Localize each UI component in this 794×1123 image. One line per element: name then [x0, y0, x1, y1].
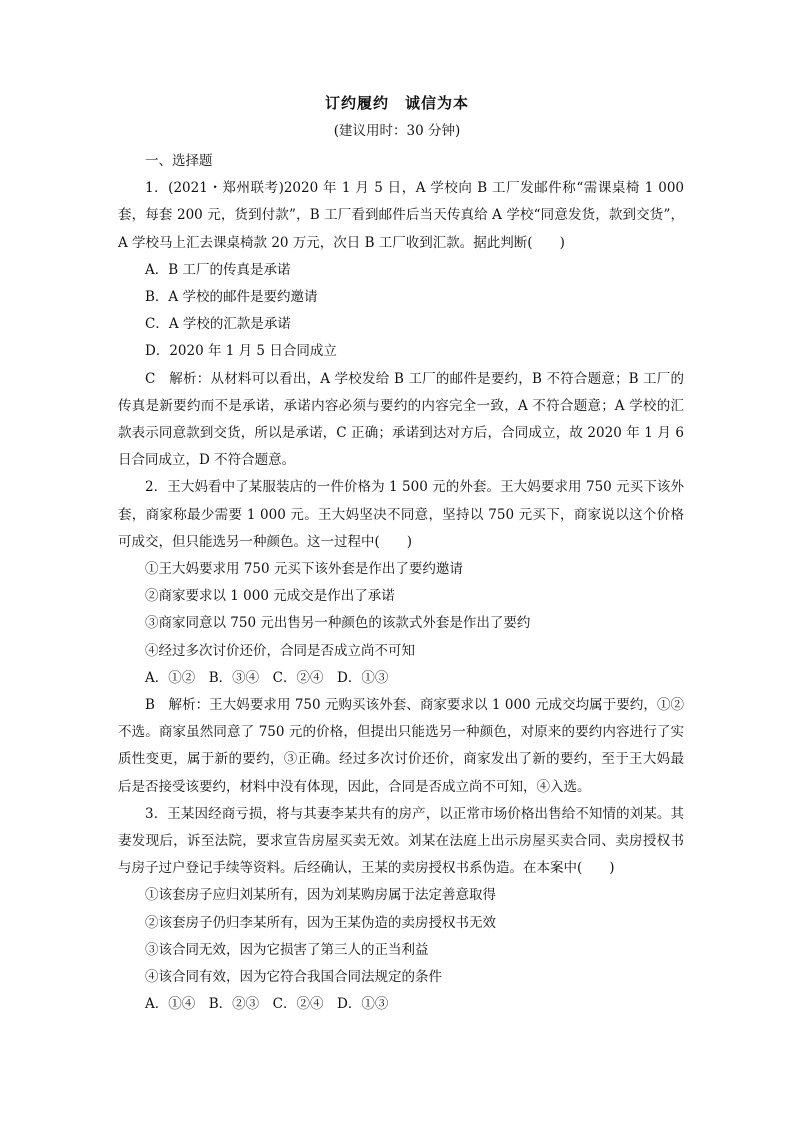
question-2-choices: A．①② B．③④ C．②④ D．①③: [145, 669, 389, 686]
page-subtitle: (建议用时：30 分钟): [333, 123, 461, 139]
question-1-stem: 1．(2021・郑州联考)2020 年 1 月 5 日，A 学校向 B 工厂发邮件称“需课桌椅 1 000 套，每套 200 元，货到付款”，B 工厂看到邮件后当天传真给 A 学校“同意发货，款到交货”，A 学校马上汇去课桌椅款 20 万元，次日 B 工厂收到汇款。据此判断( ): [118, 180, 684, 251]
question-2-item-2: ②商家要求以 1 000 元成交是作出了承诺: [145, 588, 395, 605]
question-2-item-1: ①王大妈要求用 750 元买下该外套是作出了要约邀请: [145, 561, 463, 578]
question-3-item-2: ②该套房子仍归李某所有，因为王某伪造的卖房授权书无效: [145, 914, 496, 931]
question-1-option-d: D．2020 年 1 月 5 日合同成立: [145, 343, 337, 360]
question-3-stem: 3．王某因经商亏损，将与其妻李某共有的房产，以正常市场价格出售给不知情的刘某。其妻发现后，诉至法院，要求宣告房屋买卖无效。刘某在法庭上出示房屋买卖合同、卖房授权书与房子过户登记手续等资料。后经确认，王某的卖房授权书系伪造。在本案中( ): [118, 805, 684, 877]
question-3-item-4: ④该合同有效，因为它符合我国合同法规定的条件: [145, 969, 442, 986]
document-body: [118, 148, 684, 1019]
question-2-analysis: B 解析：王大妈要求用 750 元购买该外套、商家要求以 1 000 元成交均属于要约，①②不选。商家虽然同意了 750 元的价格，但提出只能选另一种颜色，对原来的要约内容进行了实质性变更，属于新的要约，③正确。经过多次讨价还价，商家发出了新的要约，至于王大妈最后是否接受该要约，材料中没有体现，因此，合同是否成立尚不可知，④入选。: [118, 697, 684, 795]
question-1-option-a: A．B 工厂的传真是承诺: [145, 261, 291, 278]
section-heading: 一、选择题: [145, 153, 213, 169]
question-1-analysis: C 解析：从材料可以看出，A 学校发给 B 工厂的邮件是要约，B 不符合题意；B 工厂的传真是新要约而不是承诺，承诺内容必须与要约的内容完全一致，A 不符合题意；A 学校的汇款表示同意款到交货，所以是承诺，C 正确；承诺到达对方后，合同成立，故 2020 年 1 月 6 日合同成立，D 不符合题意。: [118, 370, 684, 469]
question-2-item-3: ③商家同意以 750 元出售另一种颜色的该款式外套是作出了要约: [145, 615, 531, 632]
question-2-stem: 2．王大妈看中了某服装店的一件价格为 1 500 元的外套。王大妈要求用 750 元买下该外套，商家称最少需要 1 000 元。王大妈坚决不同意，坚持以 750 元买下，商家说以这个价格可成交，但只能选另一种颜色。这一过程中( ): [118, 479, 684, 550]
question-2-item-4: ④经过多次讨价还价，合同是否成立尚不可知: [145, 642, 415, 659]
question-3-item-3: ③该合同无效，因为它损害了第三人的正当利益: [145, 941, 429, 958]
question-3-choices: A．①④ B．②③ C．②④ D．①③: [145, 996, 389, 1013]
question-3-item-1: ①该套房子应归刘某所有，因为刘某购房属于法定善意取得: [145, 887, 496, 904]
page-title: 订约履约 诚信为本: [324, 94, 469, 112]
question-1-option-b: B．A 学校的邮件是要约邀请: [145, 289, 318, 306]
question-1-option-c: C．A 学校的汇款是承诺: [145, 316, 291, 333]
